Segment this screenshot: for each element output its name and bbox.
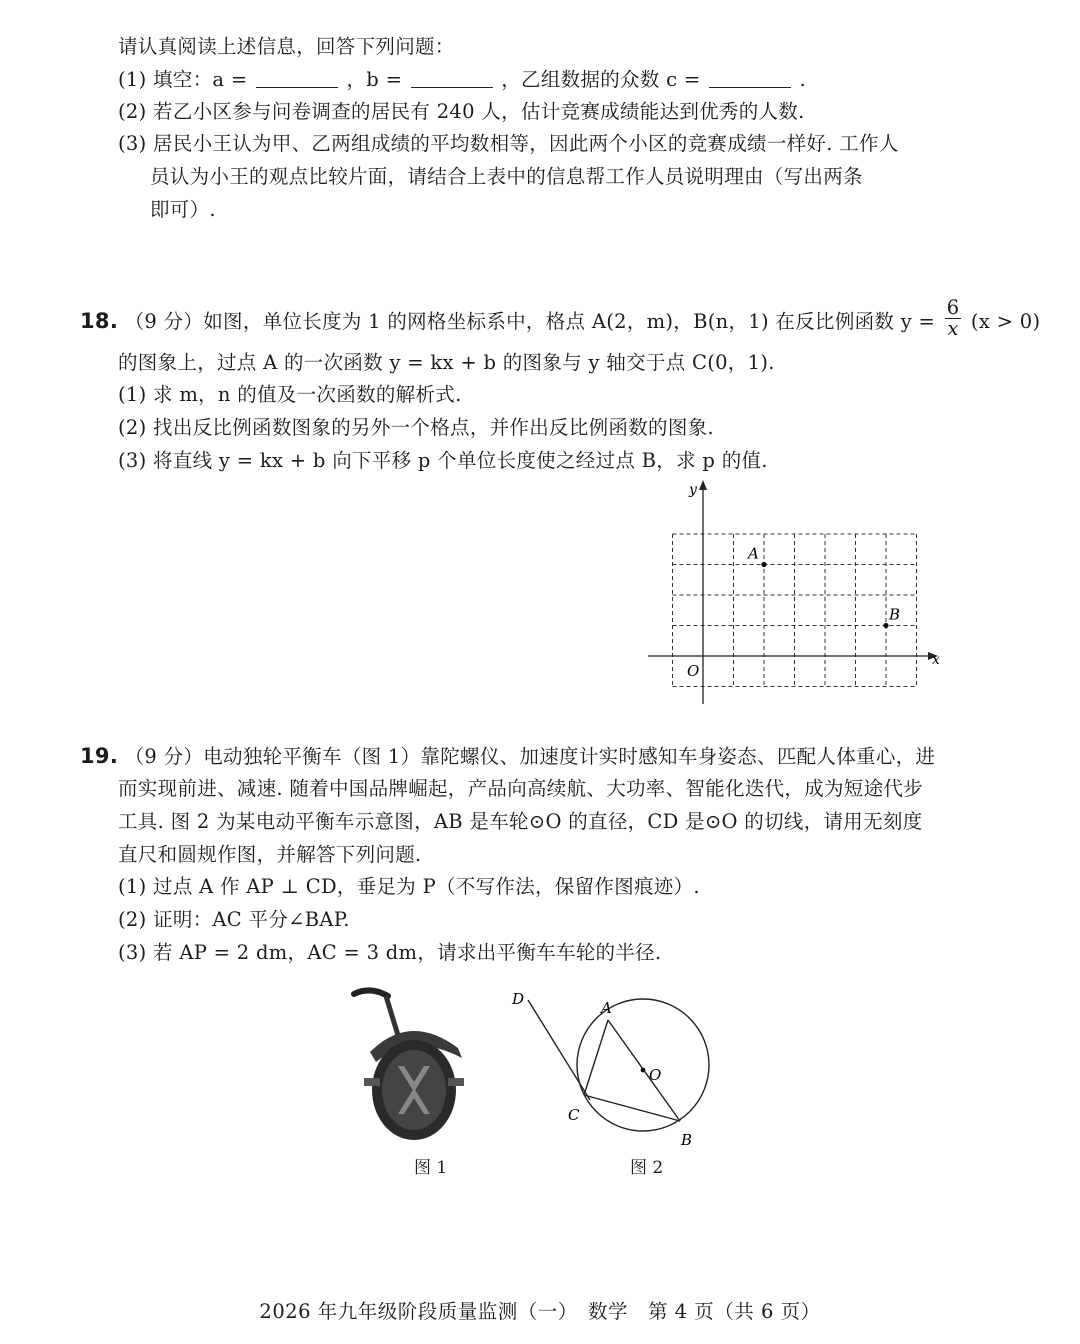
q19-line1-text: （9 分）电动独轮平衡车（图 1）靠陀螺仪、加速度计实时感知车身姿态、匹配人体重心，进 (124, 745, 936, 768)
q17-part3-line1: (3) 居民小王认为甲、乙两组成绩的平均数相等，因此两个小区的竞赛成绩一样好. 工作人 (118, 132, 899, 155)
q19-part1: (1) 过点 A 作 AP ⊥ CD，垂足为 P（不写作法，保留作图痕迹）. (118, 875, 700, 898)
figure-2-caption: 图 2 (630, 1158, 664, 1178)
q18-line1-b: (x > 0) (970, 310, 1041, 333)
label-a: A (601, 999, 612, 1017)
q17-part3-line3: 即可）. (150, 198, 216, 221)
q19-part2: (2) 证明：AC 平分∠BAP. (118, 908, 350, 931)
figure-1-caption: 图 1 (414, 1158, 448, 1178)
q19-line3: 工具. 图 2 为某电动平衡车示意图，AB 是车轮⊙O 的直径，CD 是⊙O 的切线，请用无刻度 (118, 810, 923, 833)
q18-part3: (3) 将直线 y = kx + b 向下平移 p 个单位长度使之经过点 B，求 p 的值. (118, 449, 768, 472)
grid-lines (673, 534, 917, 688)
chord-cb (584, 1095, 680, 1121)
q17-p1-end: . (799, 68, 806, 91)
x-axis-label: x (932, 652, 940, 668)
fraction-denominator: x (947, 317, 959, 340)
tangent-line-cd (528, 1000, 590, 1100)
point-b-label: B (889, 605, 901, 624)
q19-line4: 直尺和圆规作图，并解答下列问题. (118, 843, 422, 866)
unicycle-pedal-right (448, 1078, 464, 1086)
unicycle-pedal-left (364, 1078, 380, 1086)
q19-number: 19. (80, 744, 119, 768)
circle-geometry-figure (500, 982, 740, 1157)
label-o: O (649, 1066, 662, 1084)
label-c: C (568, 1106, 580, 1124)
label-b: B (681, 1131, 693, 1149)
q17-part3-line2: 员认为小王的观点比较片面，请结合上表中的信息帮工作人员说明理由（写出两条 (150, 165, 863, 188)
q18-number: 18. (80, 309, 119, 333)
point-a-label: A (748, 544, 759, 563)
label-d: D (512, 990, 525, 1008)
y-axis-label: y (689, 482, 697, 498)
q17-p1-prefix: (1) 填空：a = (118, 68, 248, 91)
fraction-numerator: 6 (946, 296, 960, 319)
q18-fraction (945, 298, 962, 339)
q17-part1 (118, 65, 806, 95)
y-axis-arrow (699, 480, 707, 490)
q18-line1-a: （9 分）如图，单位长度为 1 的网格坐标系中，格点 A(2，m)，B(n，1) 在反比例函数 y = (124, 310, 936, 333)
origin-label: O (687, 662, 700, 680)
q19-part3: (3) 若 AP = 2 dm，AC = 3 dm，请求出平衡车车轮的半径. (118, 941, 662, 964)
q19-line2: 而实现前进、减速. 随着中国品牌崛起，产品向高续航、大功率、智能化迭代，成为短途代步 (118, 777, 923, 800)
q17-intro: 请认真阅读上述信息，回答下列问题： (118, 35, 455, 58)
answer-blank-c[interactable] (709, 69, 791, 88)
answer-blank-a[interactable] (256, 69, 338, 88)
q18-part1: (1) 求 m，n 的值及一次函数的解析式. (118, 383, 462, 406)
coordinate-grid-figure (640, 476, 960, 708)
q18-line1 (80, 296, 1041, 343)
q19-line1 (80, 741, 935, 772)
answer-blank-b[interactable] (411, 69, 493, 88)
q17-p1-c: ，乙组数据的众数 c = (501, 68, 701, 91)
chord-ac (584, 1020, 608, 1095)
q18-part2: (2) 找出反比例函数图象的另外一个格点，并作出反比例函数的图象. (118, 416, 714, 439)
page-footer: 2026 年九年级阶段质量监测（一） 数学 第 4 页（共 6 页） (259, 1300, 821, 1323)
q17-part2: (2) 若乙小区参与问卷调查的居民有 240 人，估计竞赛成绩能达到优秀的人数. (118, 100, 805, 123)
q17-p1-b: ，b = (346, 68, 403, 91)
q18-line2: 的图象上，过点 A 的一次函数 y = kx + b 的图象与 y 轴交于点 C(0，1). (118, 351, 775, 374)
point-a (761, 562, 766, 567)
point-b (883, 623, 888, 628)
unicycle-handle (354, 990, 388, 996)
unicycle-illustration (340, 982, 480, 1152)
center-point-o (641, 1068, 646, 1073)
